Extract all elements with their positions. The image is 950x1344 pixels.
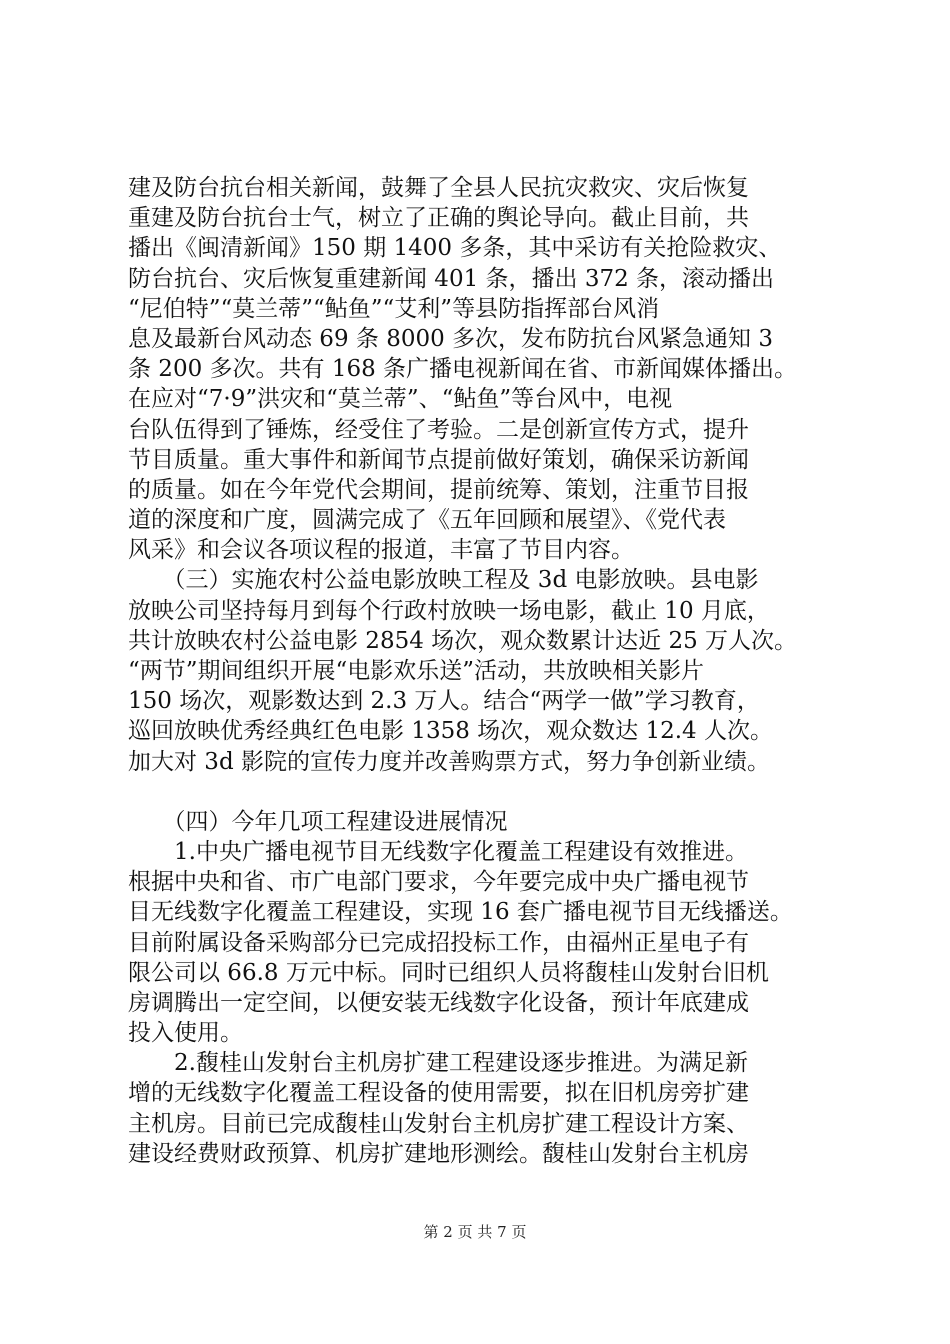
text-line: 加大对 3d 影院的宣传力度并改善购票方式，努力争创新业绩。 — [128, 748, 770, 775]
text-line: 防台抗台、灾后恢复重建新闻 401 条，播出 372 条，滚动播出 — [128, 265, 775, 292]
paragraph-block-1 — [128, 173, 848, 777]
document-body — [128, 173, 848, 1169]
text-line: 共计放映农村公益电影 2854 场次，观众数累计达近 25 万人次。 — [128, 627, 798, 654]
page-number-footer: 第 2 页 共 7 页 — [423, 1223, 527, 1241]
section-heading: （四）今年几项工程建设进展情况 — [128, 808, 508, 835]
text-line: 巡回放映优秀经典红色电影 1358 场次，观众数达 12.4 人次。 — [128, 718, 773, 745]
text-line: 目无线数字化覆盖工程建设，实现 16 套广播电视节目无线播送。 — [128, 899, 793, 926]
text-line: 150 场次，观影数达到 2.3 万人。结合“两学一做”学习教育， — [128, 688, 760, 715]
text-line: 建设经费财政预算、机房扩建地形测绘。馥桂山发射台主机房 — [128, 1140, 749, 1167]
text-line: 放映公司坚持每月到每个行政村放映一场电影，截止 10 月底， — [128, 597, 770, 624]
text-line: 主机房。目前已完成馥桂山发射台主机房扩建工程设计方案、 — [128, 1110, 749, 1137]
text-line: 的质量。如在今年党代会期间，提前统筹、策划，注重节目报 — [128, 476, 749, 503]
text-line: 节目质量。重大事件和新闻节点提前做好策划，确保采访新闻 — [128, 446, 749, 473]
paragraph-block-2 — [128, 807, 848, 1169]
text-line: 播出《闽清新闻》150 期 1400 多条，其中采访有关抢险救灾、 — [128, 235, 782, 262]
text-line: 限公司以 66.8 万元中标。同时已组织人员将馥桂山发射台旧机 — [128, 959, 769, 986]
text-line: 台队伍得到了锤炼，经受住了考验。二是创新宣传方式，提升 — [128, 416, 749, 443]
text-line: 2.馥桂山发射台主机房扩建工程建设逐步推进。为满足新 — [128, 1050, 748, 1077]
text-line: 1.中央广播电视节目无线数字化覆盖工程建设有效推进。 — [128, 838, 748, 865]
text-line: 投入使用。 — [128, 1020, 243, 1047]
text-line: 道的深度和广度，圆满完成了《五年回顾和展望》、《党代表 — [128, 507, 726, 534]
text-line: 息及最新台风动态 69 条 8000 多次，发布防抗台风紧急通知 3 — [128, 325, 773, 352]
text-line: “两节”期间组织开展“电影欢乐送”活动，共放映相关影片 — [128, 658, 705, 684]
text-line: 重建及防台抗台士气，树立了正确的舆论导向。截止目前，共 — [128, 205, 749, 232]
text-line: 在应对“7·9”洪灾和“莫兰蒂”、“鲇鱼”等台风中，电视 — [128, 386, 673, 413]
text-line: （三）实施农村公益电影放映工程及 3d 电影放映。县电影 — [128, 567, 759, 594]
paragraph-gap — [128, 777, 848, 807]
text-line: 根据中央和省、市广电部门要求，今年要完成中央广播电视节 — [128, 869, 749, 896]
text-line: 增的无线数字化覆盖工程设备的使用需要，拟在旧机房旁扩建 — [128, 1080, 749, 1107]
text-line: 房调腾出一定空间，以便安装无线数字化设备，预计年底建成 — [128, 989, 749, 1016]
text-line: 目前附属设备采购部分已完成招投标工作，由福州正星电子有 — [128, 929, 749, 956]
text-line: 风采》和会议各项议程的报道，丰富了节目内容。 — [128, 537, 634, 564]
text-line: 条 200 多次。共有 168 条广播电视新闻在省、市新闻媒体播出。 — [128, 356, 798, 383]
text-line: 建及防台抗台相关新闻，鼓舞了全县人民抗灾救灾、灾后恢复 — [128, 175, 749, 201]
text-line: “尼伯特”“莫兰蒂”“鲇鱼”“艾利”等县防指挥部台风消 — [128, 295, 660, 322]
